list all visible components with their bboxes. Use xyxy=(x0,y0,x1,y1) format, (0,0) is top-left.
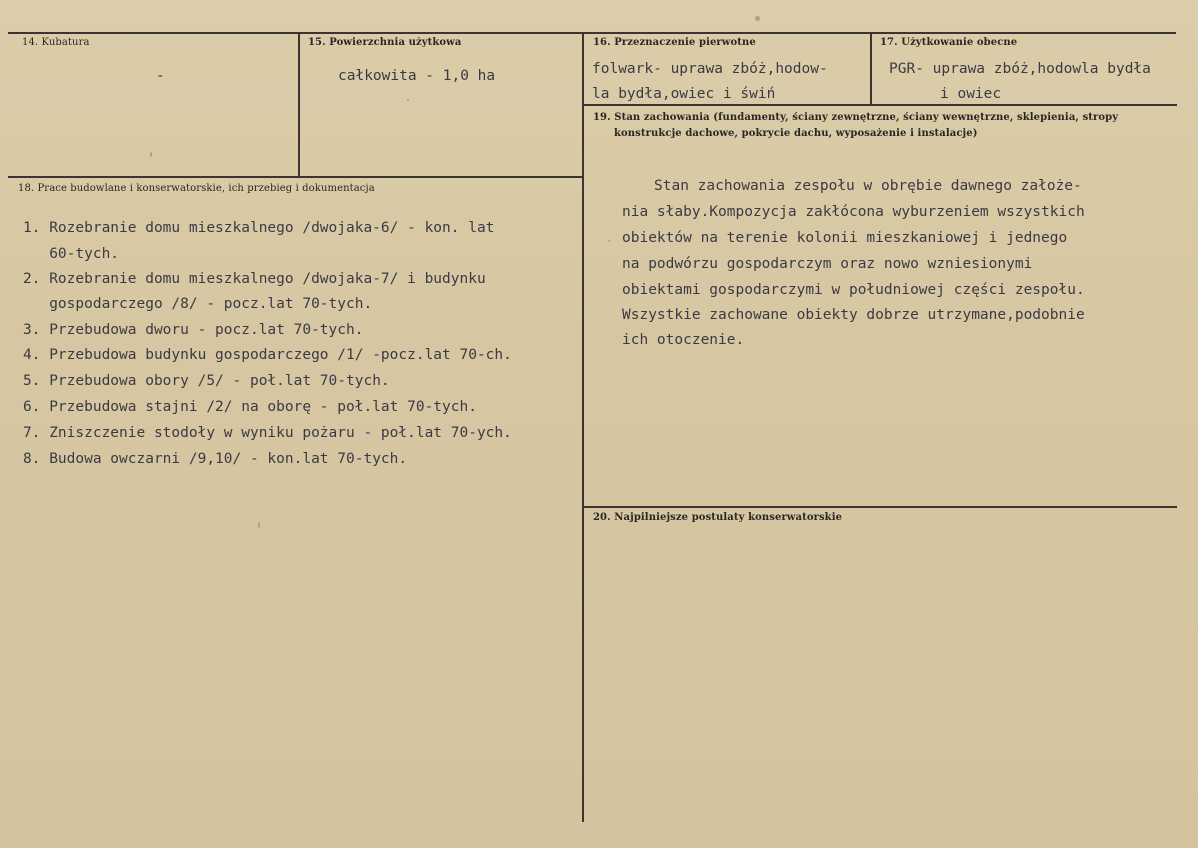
field-14-label: 14. Kubatura xyxy=(22,37,90,48)
field-19-label-cont: konstrukcje dachowe, pokrycie dachu, wyposażenie i instalacje) xyxy=(614,128,978,139)
field-19-line: Wszystkie zachowane obiekty dobrze utrzymane,podobnie xyxy=(622,307,1085,323)
field-18-line: 1. Rozebranie domu mieszkalnego /dwojaka-6/ - kon. lat xyxy=(23,220,495,236)
paper-speck xyxy=(258,522,260,528)
field-15-value: całkowita - 1,0 ha xyxy=(338,68,496,84)
field-16-line: folwark- uprawa zbóż,hodow- xyxy=(592,61,828,77)
field-16-line: la bydła,owiec i świń xyxy=(592,86,776,102)
field-18-line: 5. Przebudowa obory /5/ - poł.lat 70-tych. xyxy=(23,373,390,389)
field-18-label: 18. Prace budowlane i konserwatorskie, ich przebieg i dokumentacja xyxy=(18,183,375,194)
field-19-label: 19. Stan zachowania (fundamenty, ściany zewnętrzne, ściany wewnętrzne, sklepienia, stropy xyxy=(593,112,1119,123)
rule-above-20 xyxy=(583,506,1177,508)
field-17-line: PGR- uprawa zbóż,hodowla bydła xyxy=(889,61,1151,77)
field-14-value: - xyxy=(156,68,165,84)
top-rule xyxy=(8,32,1176,34)
field-19-line: na podwórzu gospodarczym oraz nowo wzniesionymi xyxy=(622,256,1033,272)
field-18-line: 3. Przebudowa dworu - pocz.lat 70-tych. xyxy=(23,322,364,338)
field-17-line: i owiec xyxy=(940,86,1002,102)
field-19-line: nia słaby.Kompozycja zakłócona wyburzeniem wszystkich xyxy=(622,204,1085,220)
paper-speck xyxy=(407,99,409,101)
field-18-line: gospodarczego /8/ - pocz.lat 70-tych. xyxy=(23,296,373,312)
paper-speck xyxy=(150,152,152,157)
field-18-line: 60-tych. xyxy=(23,246,120,262)
paper-speck xyxy=(608,240,610,242)
field-19-line: ich otoczenie. xyxy=(622,332,745,348)
divider-16-17 xyxy=(870,32,872,104)
field-17-label: 17. Użytkowanie obecne xyxy=(880,37,1018,48)
field-19-line: obiektami gospodarczymi w południowej części zespołu. xyxy=(622,282,1085,298)
field-18-line: 4. Przebudowa budynku gospodarczego /1/ -pocz.lat 70-ch. xyxy=(23,347,512,363)
field-18-line: 2. Rozebranie domu mieszkalnego /dwojaka-7/ i budynku xyxy=(23,271,486,287)
field-19-line: obiektów na terenie kolonii mieszkaniowej i jednego xyxy=(622,230,1068,246)
field-20-label: 20. Najpilniejsze postulaty konserwatorskie xyxy=(593,512,843,523)
paper-speck xyxy=(755,16,760,21)
field-16-label: 16. Przeznaczenie pierwotne xyxy=(593,37,756,48)
divider-14-15 xyxy=(298,32,300,176)
field-18-line: 8. Budowa owczarni /9,10/ - kon.lat 70-tych. xyxy=(23,451,408,467)
field-15-label: 15. Powierzchnia użytkowa xyxy=(308,37,462,48)
field-18-line: 7. Zniszczenie stodoły w wyniku pożaru - poł.lat 70-ych. xyxy=(23,425,512,441)
field-19-line: Stan zachowania zespołu w obrębie dawnego założe- xyxy=(654,178,1082,194)
divider-left-right xyxy=(582,32,584,822)
field-18-line: 6. Przebudowa stajni /2/ na oborę - poł.lat 70-tych. xyxy=(23,399,477,415)
rule-under-14-15 xyxy=(8,176,583,178)
